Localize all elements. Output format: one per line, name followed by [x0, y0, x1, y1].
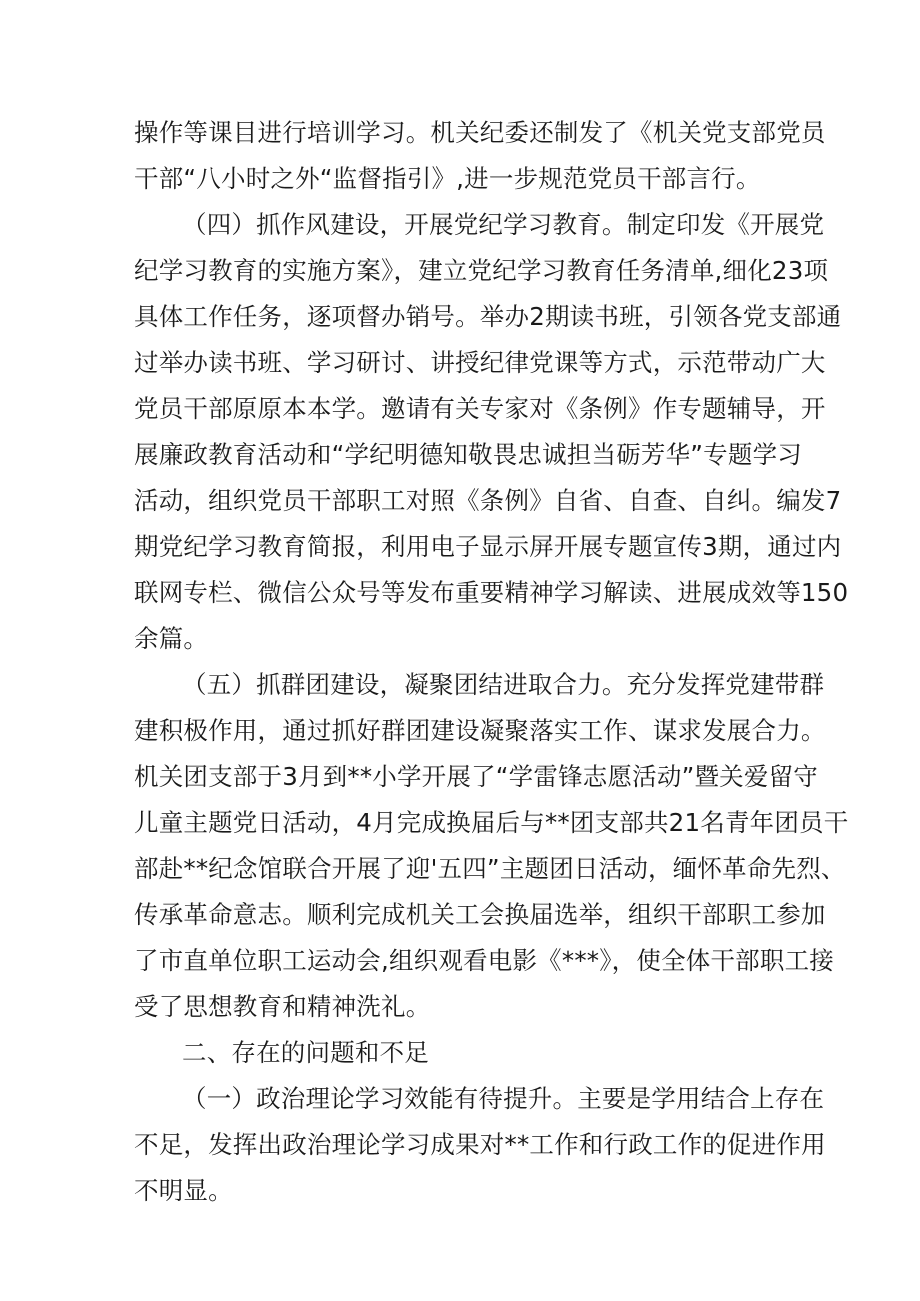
paragraph-line: 操作等课目进行培训学习。机关纪委还制发了《机关党支部党员 — [134, 118, 826, 147]
paragraph-line: 过举办读书班、学习研讨、讲授纪律党课等方式，示范带动广大 — [134, 348, 826, 377]
paragraph-line: 党员干部原原本本学。邀请有关专家对《条例》作专题辅导，开 — [134, 394, 826, 423]
paragraph-line: 不足，发挥出政治理论学习成果对**工作和行政工作的促进作用 — [134, 1130, 826, 1159]
paragraph-line: 展廉政教育活动和“学纪明德知敬畏忠诚担当砺芳华”专题学习 — [134, 440, 802, 469]
paragraph-line: 联网专栏、微信公众号等发布重要精神学习解读、进展成效等150 — [134, 578, 849, 607]
paragraph-line: 受了思想教育和精神洗礼。 — [134, 992, 431, 1021]
paragraph-line: 活动，组织党员干部职工对照《条例》自省、自查、自纠。编发7 — [134, 486, 842, 515]
paragraph-line: 干部“八小时之外“监督指引》,进一步规范党员干部言行。 — [134, 164, 761, 193]
paragraph-line: 期党纪学习教育简报，利用电子显示屏开展专题宣传3期，通过内 — [134, 532, 842, 561]
paragraph-line: 建积极作用，通过抓好群团建设凝聚落实工作、谋求发展合力。 — [134, 716, 826, 745]
paragraph-line: 儿童主题党日活动，4月完成换届后与**团支部共21名青年团员干 — [134, 808, 849, 837]
paragraph-line: 不明显。 — [134, 1176, 233, 1205]
paragraph-line: 传承革命意志。顺利完成机关工会换届选举，组织干部职工参加 — [134, 900, 826, 929]
paragraph-line: 余篇。 — [134, 624, 209, 653]
section-heading-5: （五）抓群团建设，凝聚团结进取合力。充分发挥党建带群 — [182, 670, 825, 699]
paragraph-line: 了市直单位职工运动会,组织观看电影《***》，使全体干部职工接 — [134, 946, 834, 975]
paragraph-line: 机关团支部于3月到**小学开展了“学雷锋志愿活动”暨关爱留守 — [134, 762, 818, 791]
section-heading-1: （一）政治理论学习效能有待提升。主要是学用结合上存在 — [182, 1084, 825, 1113]
paragraph-line: 部赴**纪念馆联合开展了迎'五四”主题团日活动，缅怀革命先烈、 — [134, 854, 846, 883]
section-heading-4: （四）抓作风建设，开展党纪学习教育。制定印发《开展党 — [182, 210, 825, 239]
paragraph-line: 具体工作任务，逐项督办销号。举办2期读书班，引领各党支部通 — [134, 302, 842, 331]
chapter-heading: 二、存在的问题和不足 — [182, 1038, 429, 1067]
paragraph-line: 纪学习教育的实施方案》，建立党纪学习教育任务清单,细化23项 — [134, 256, 829, 285]
